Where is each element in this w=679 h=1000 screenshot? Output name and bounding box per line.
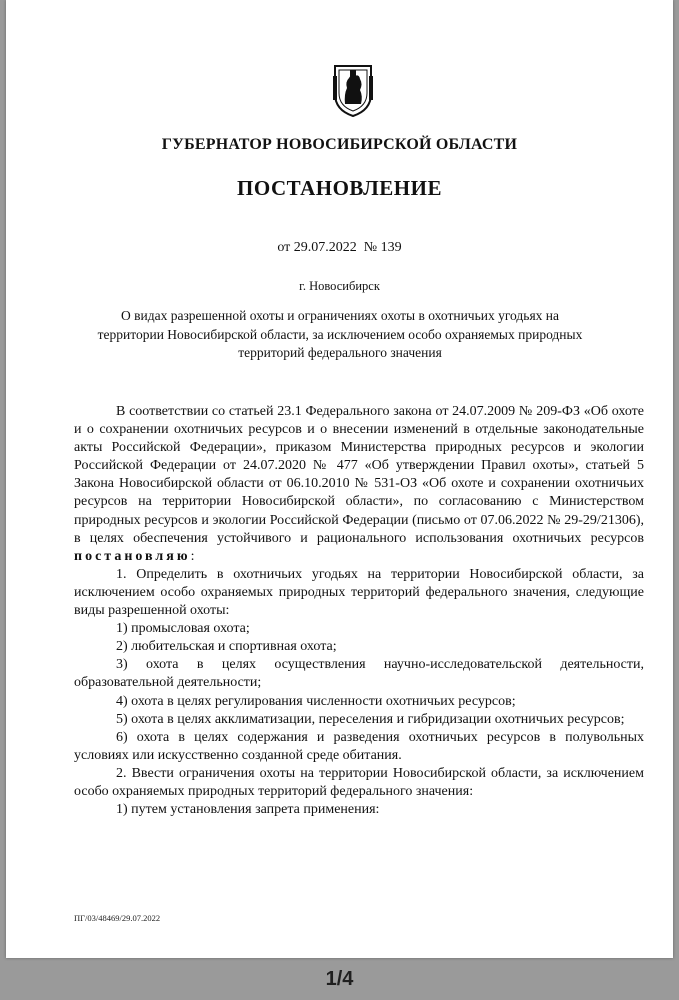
list-item: 3) охота в целях осуществления научно-исследовательской деятельности, образовательной деятельности; <box>74 657 644 691</box>
novosibirsk-coat-of-arms-icon <box>331 64 375 118</box>
list-item: 2) любительская и спортивная охота; <box>116 639 337 655</box>
page-indicator: 1/4 <box>325 968 354 990</box>
paragraph: 2. Ввести ограничения охоты на территории Новосибирской области, за исключением особо охраняемых природных территорий федерального значения: <box>74 765 644 799</box>
preamble-paragraph <box>74 403 644 566</box>
document-type: ПОСТАНОВЛЕНИЕ <box>237 176 442 200</box>
document-body <box>74 403 644 819</box>
date-number: от 29.07.2022 № 139 <box>277 240 402 255</box>
decree-word: постановляю <box>74 548 191 564</box>
decree-colon: : <box>190 548 195 564</box>
authority-title: ГУБЕРНАТОР НОВОСИБИРСКОЙ ОБЛАСТИ <box>161 136 518 153</box>
list-item: 1) путем установления запрета применения: <box>116 802 380 818</box>
city: г. Новосибирск <box>299 279 380 293</box>
footer-code: ПГ/03/48469/29.07.2022 <box>74 913 161 923</box>
preamble-text: В соответствии со статьей 23.1 Федерального закона от 24.07.2009 № 209-ФЗ «Об охоте и о сохранении охотничьих ресурсов и о внесении изменений в отдельные законодательные акты Российской Федерации», приказом Министерства природных ресурсов и экологии Российской Федерации от 24.07.2020 № 477 «Об утверждении Правил охоты», статьей 5 Закона Новосибирской области от 06.10.2010 № 531-ОЗ «Об охоте и сохранении охотничьих ресурсов на территории Новосибирской области», по согласованию с Министерством природных ресурсов и экологии Российской Федерации (письмо от 07.06.2022 № 29-29/21306), в целях обеспечения устойчивого и рационального использования охотничьих ресурсов <box>74 404 644 546</box>
list-item: 5) охота в целях акклиматизации, переселения и гибридизации охотничьих ресурсов; <box>116 711 625 727</box>
list-item: 6) охота в целях содержания и разведения охотничьих ресурсов в полувольных условиях или искусственно созданной среде обитания. <box>74 729 644 763</box>
document-subject: О видах разрешенной охоты и ограничениях охоты в охотничьих угодьях на территории Новосибирской области, за исключением особо охраняемых природных территорий федерального значения <box>97 308 583 360</box>
list-item: 4) охота в целях регулирования численности охотничьих ресурсов; <box>116 693 516 709</box>
paragraph: 1. Определить в охотничьих угодьях на территории Новосибирской области, за исключением особо охраняемых природных территорий федерального значения, следующие виды разрешенной охоты: <box>74 566 644 619</box>
list-item: 1) промысловая охота; <box>116 621 250 637</box>
